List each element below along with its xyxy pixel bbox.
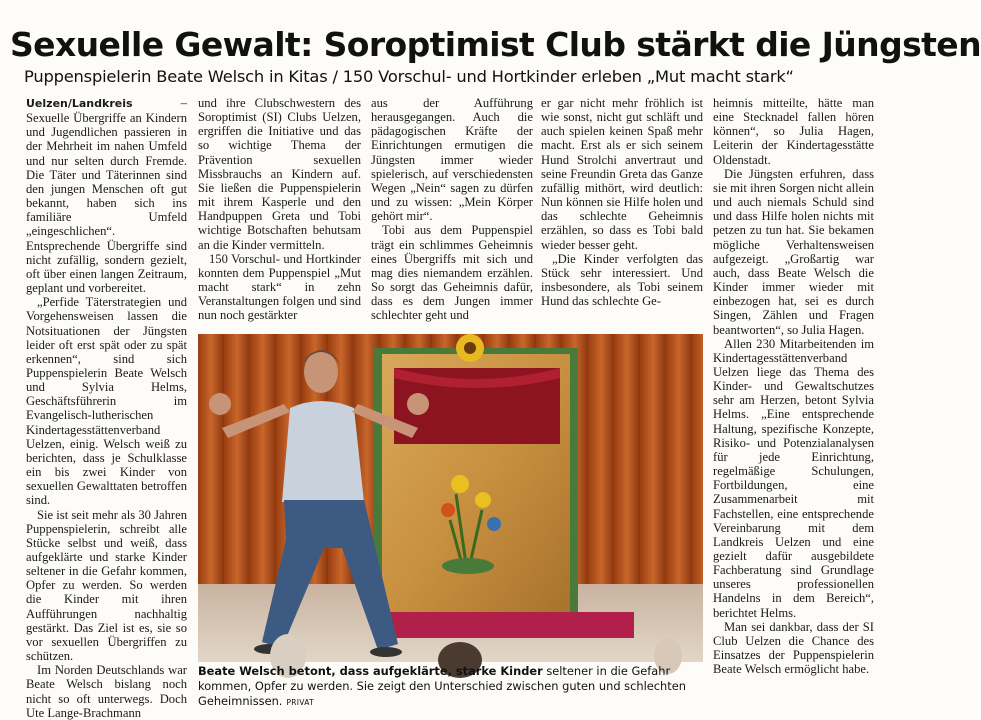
article-column-5 — [713, 96, 874, 716]
paragraph: Tobi aus dem Puppenspiel trägt ein schlimmes Geheimnis eines Übergriffs mit sich und mag dies niemandem erzählen. So sorgt das Geheimnis dafür, dass es dem Jungen immer schlechter geht und — [371, 223, 533, 323]
paragraph: Die Jüngsten erfuhren, dass sie mit ihren Sorgen nicht allein und auch niemals Schuld sind und dass Hilfe holen nichts mit petzen zu tun hat. Sie bekamen mögliche Verhaltensweisen aufgezeigt. „Großartig war auch, dass Beate Welsch die Kinder immer wieder mit einbezogen hat, sei es durch Singen, Zählen und Fragen beantworten“, so Julia Hagen. — [713, 166, 875, 337]
paragraph: „Perfide Täterstrategien und Vorgehensweisen lassen die Notsituationen der Jüngsten leider oft erst spät oder zu spät erkennen“, sind sich Puppenspielerin Beate Welsch und Sylvia Helms, Geschäftsführerin im Evangelisch-lutherischen Kindertagesstättenverband Uelzen, einig. Welsch weiß zu berichten, dass je Schulklasse ein bis zwei Kinder von sexuellen Gewalttaten betroffen sind. — [26, 295, 187, 508]
caption-text: seltener in die Gefahr kommen, Opfer zu werden. Sie zeigt den Unterschied zwischen guten und schlechten Geheimnissen. — [198, 664, 686, 708]
paragraph: Im Norden Deutschlands war Beate Welsch bislang noch nicht so oft unterwegs. Doch Ute Lange-Brachmann — [26, 663, 187, 720]
photo-credit: PRIVAT — [286, 698, 314, 707]
paragraph — [26, 96, 187, 295]
paragraph-text: – Sexuelle Übergriffe an Kindern und Jugendlichen passieren in der Mehrheit im nahen Umfeld und nur selten durch Fremde. Die Täter und Täterinnen sind den jungen Menschen oft gut bekannt, haben sich ins familiäre Umfeld „eingeschlichen“. Entsprechende Übergriffe sind nicht zufällig, sondern gezielt, oft über einen langen Zeitraum, geplant und vorbereitet. — [26, 96, 187, 296]
paragraph: und ihre Clubschwestern des Soroptimist (SI) Clubs Uelzen, ergriffen die Initiative und das so wichtige Thema der Prävention sexuellen Missbrauchs an Kindern auf. Sie ließen die Puppenspielerin mit ihrem Kasperle und den Handpuppen Greta und Tobi wichtige Botschaften behutsam an die Kinder vermitteln. — [198, 96, 361, 252]
puppet-theatre — [374, 334, 578, 624]
paragraph: 150 Vorschul- und Hortkinder konnten dem Puppenspiel „Mut macht stark“ in zehn Veranstaltungen folgen und sind nun noch gestärkter — [198, 251, 361, 323]
headline: Sexuelle Gewalt: Soroptimist Club stärkt die Jüngsten — [10, 25, 981, 64]
article-column-4 — [541, 96, 703, 332]
subheadline: Puppenspielerin Beate Welsch in Kitas / 150 Vorschul- und Hortkinder erleben „Mut macht stark“ — [24, 67, 794, 86]
paragraph: aus der Aufführung herausgegangen. Auch die pädagogischen Kräfte der Einrichtungen ermutigen die Jüngsten immer wieder spielerisch, auf verschiedensten Wegen „Nein“ sagen zu dürfen und zu wissen: „Mein Körper gehört mir“. — [371, 96, 533, 224]
puppet-show-illustration — [198, 334, 703, 662]
paragraph: Sie ist seit mehr als 30 Jahren Puppenspielerin, schreibt alle Stücke selbst und weiß, dass aufgeklärte und starke Kinder seltener in die Gefahr kommen, Opfer zu werden. So werden die Kinder mit ihren Aufführungen nachhaltig gestärkt. Das Ziel ist es, sie so vor sexuellen Übergriffen zu schützen. — [26, 507, 187, 664]
paragraph: „Die Kinder verfolgten das Stück sehr interessiert. Und insbesondere, als Tobi seinem Hund das schlechte Ge- — [541, 251, 703, 309]
article-column-1 — [26, 96, 187, 720]
article-photo — [198, 334, 703, 662]
dateline: Uelzen/Landkreis — [26, 97, 133, 110]
stage-carpet — [374, 612, 634, 638]
paragraph: er gar nicht mehr fröhlich ist wie sonst, nicht gut schläft und auch spielen keinen Spaß mehr macht. Erst als er sich seinem Hund Strolchi anvertraut und seine Freundin Greta das Ganze zufällig mithört, wird deutlich: Nun können sie Hilfe holen und das schlechte Geheimnis erzählen, so dass es Tobi bald wieder besser geht. — [541, 96, 703, 252]
paragraph: Allen 230 Mitarbeitenden im Kindertagesstättenverband Uelzen liege das Thema des Kinder- und Gewaltschutzes sehr am Herzen, betont Sylvia Helms. „Eine entsprechende Haltung, spezifische Konzepte, Risiko- und Potenzialanalysen für jede Einrichtung, regelmäßige Schulungen, Fortbildungen, eine Zusammenarbeit mit Fachstellen, eine entsprechende Vereinbarung mit dem Landkreis Uelzen und eine gezielt dafür ausgebildete Fachberatung sind Grundlage unseres professionellen Handelns in dem Bereich“, berichtet Helms. — [713, 336, 874, 620]
caption-bold: Beate Welsch betont, dass aufgeklärte, starke Kinder — [198, 664, 543, 678]
photo-caption — [198, 664, 703, 710]
paragraph: Man sei dankbar, dass der SI Club Uelzen die Chance des Einsatzes der Puppenspielerin Beate Welsch ermöglicht habe. — [713, 619, 874, 677]
article-column-2 — [198, 96, 361, 332]
paragraph: heimnis mitteilte, hätte man eine Stecknadel fallen hören können“, so Julia Hagen, Leiterin der Kindertagesstätte Oldenstadt. — [713, 96, 874, 167]
article-column-3 — [371, 96, 533, 332]
